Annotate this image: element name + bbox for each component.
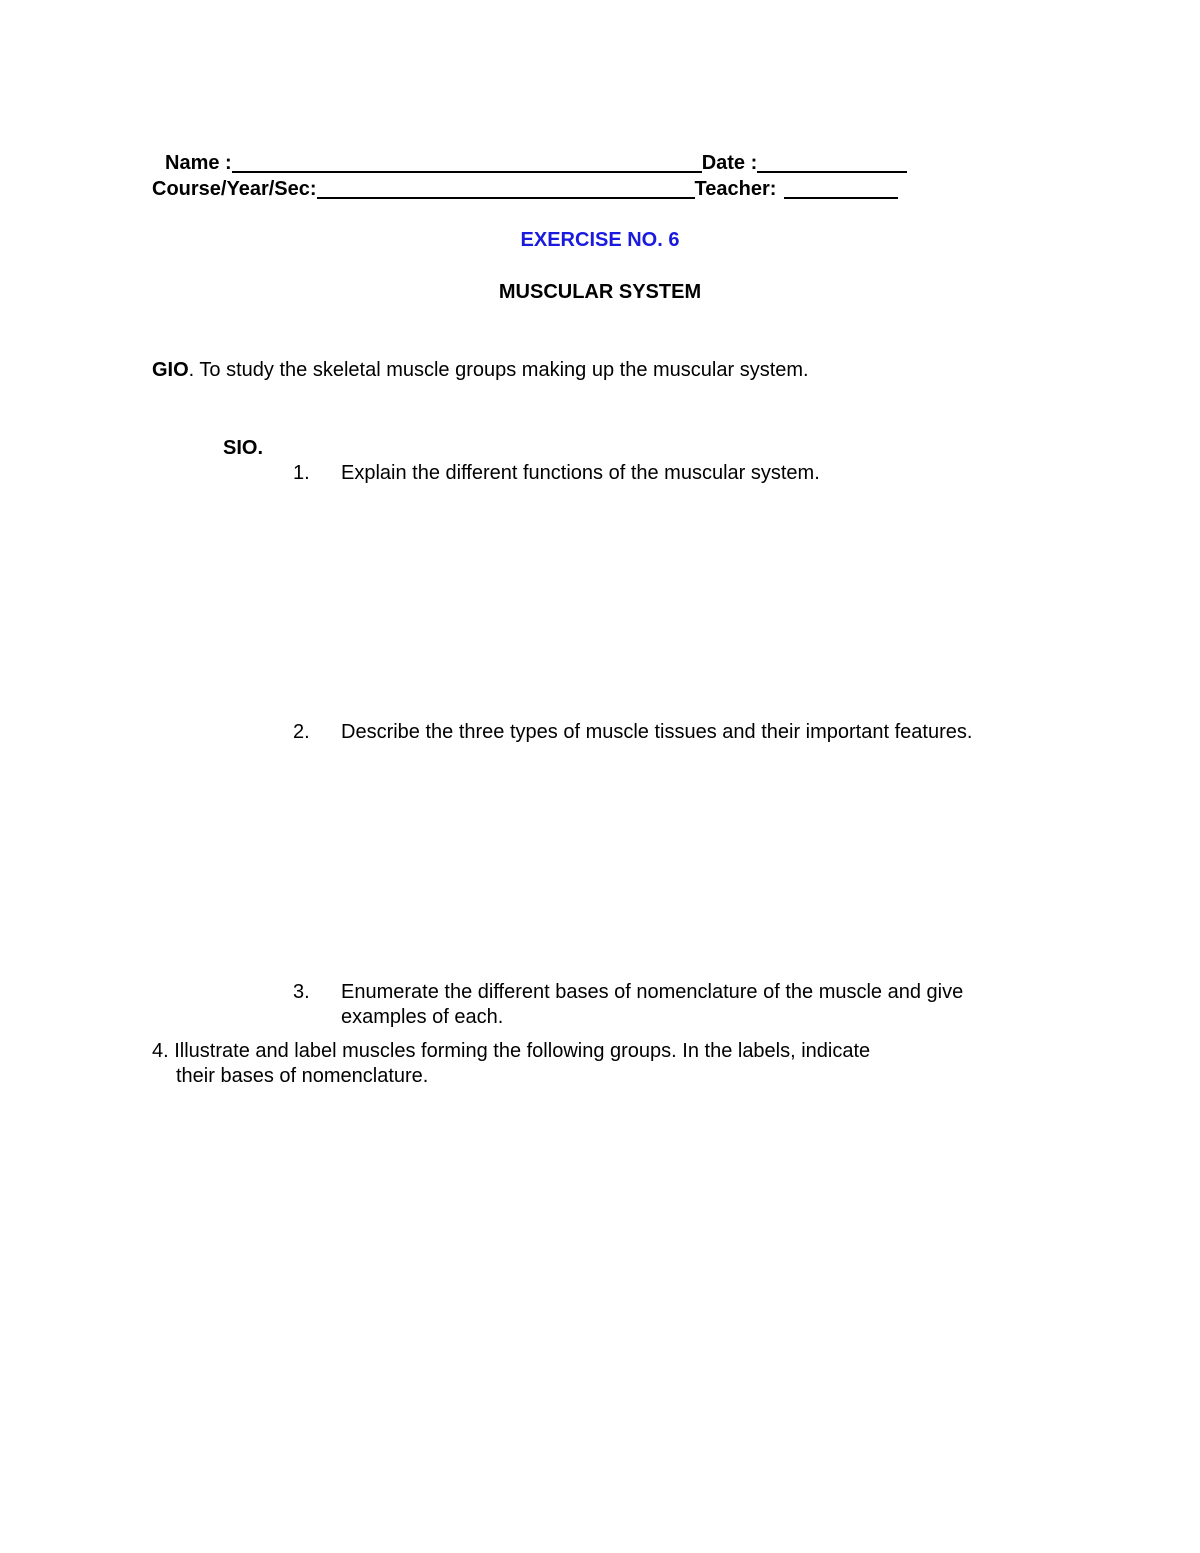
sio-item-number: 3. — [293, 981, 310, 1003]
course-row — [152, 176, 898, 202]
gio-label: GIO — [152, 359, 189, 381]
gio-text: . To study the skeletal muscle groups making up the muscular system. — [188, 359, 809, 381]
sio-item-3 — [293, 979, 963, 1005]
gio-statement — [152, 357, 809, 383]
exercise-title: EXERCISE NO. 6 — [520, 229, 680, 251]
date-field[interactable] — [757, 151, 907, 173]
sio-item-1 — [293, 460, 820, 486]
sio-label: SIO. — [223, 437, 264, 459]
course-field[interactable] — [317, 177, 695, 199]
teacher-label: Teacher: — [694, 178, 777, 200]
course-label: Course/Year/Sec: — [152, 178, 317, 200]
sio-item-text: Enumerate the different bases of nomenclature of the muscle and give — [341, 981, 964, 1003]
item-4-line-1: 4. Illustrate and label muscles forming the following groups. In the labels, indicate — [152, 1040, 871, 1062]
sio-item-number: 2. — [293, 721, 310, 743]
sio-item-text: Describe the three types of muscle tissues and their important features. — [341, 721, 973, 743]
teacher-field[interactable] — [784, 177, 898, 199]
name-label: Name : — [165, 152, 232, 174]
sio-item-3-continued: examples of each. — [341, 1006, 504, 1028]
date-label: Date : — [701, 152, 758, 174]
name-row — [165, 150, 907, 176]
name-field[interactable] — [232, 151, 702, 173]
item-4-line-2: their bases of nomenclature. — [176, 1065, 429, 1087]
sio-item-text: Explain the different functions of the muscular system. — [341, 462, 820, 484]
sio-item-number: 1. — [293, 462, 310, 484]
section-title: MUSCULAR SYSTEM — [498, 281, 702, 303]
sio-item-2 — [293, 719, 972, 745]
